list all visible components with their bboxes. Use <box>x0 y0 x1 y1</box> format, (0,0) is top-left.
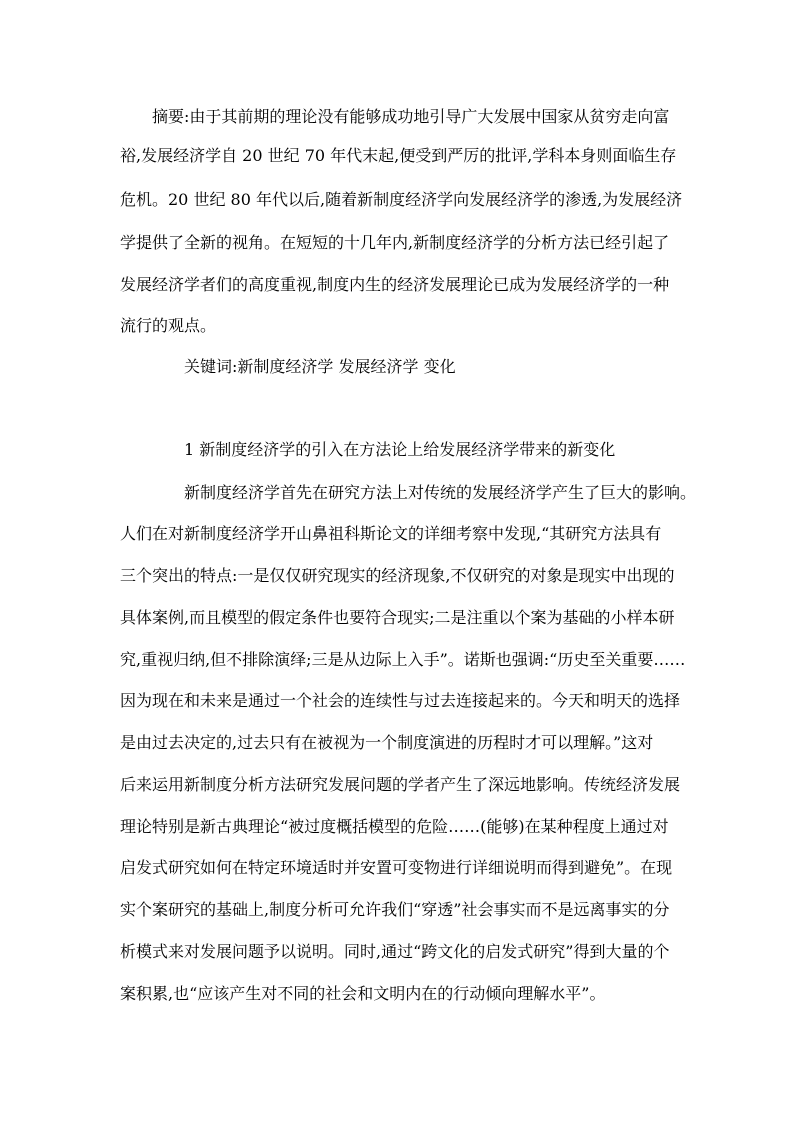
body-line: 案积累,也“应该产生对不同的社会和文明内在的行动倾向理解水平”。 <box>120 984 606 1003</box>
abstract-line: 发展经济学者们的高度重视,制度内生的经济发展理论已成为发展经济学的一种 <box>120 275 670 294</box>
abstract-line: 学提供了全新的视角。在短短的十几年内,新制度经济学的分析方法已经引起了 <box>120 233 670 252</box>
body-line: 是由过去决定的,过去只有在被视为一个制度演进的历程时才可以理解。”这对 <box>120 733 654 752</box>
body-line: 后来运用新制度分析方法研究发展问题的学者产生了深远地影响。传统经济发展 <box>120 775 681 794</box>
body-line: 人们在对新制度经济学开山鼻祖科斯论文的详细考察中发现,“其研究方法具有 <box>120 524 662 543</box>
keywords: 关键词:新制度经济学 发展经济学 变化 <box>184 357 456 376</box>
body-line: 启发式研究如何在特定环境适时并安置可变物进行详细说明而得到避免”。在现 <box>120 858 673 877</box>
abstract-line: 摘要:由于其前期的理论没有能够成功地引导广大发展中国家从贫穷走向富 <box>152 107 670 126</box>
abstract-line: 危机。20 世纪 80 年代以后,随着新制度经济学向发展经济学的渗透,为发展经济 <box>120 190 683 209</box>
body-line: 具体案例,而且模型的假定条件也要符合现实;二是注重以个案为基础的小样本研 <box>120 608 675 627</box>
body-line: 实个案研究的基础上,制度分析可允许我们“穿透”社会事实而不是远离事实的分 <box>120 900 670 919</box>
body-line: 理论特别是新古典理论“被过度概括模型的危险……(能够)在某种程度上通过对 <box>120 817 669 836</box>
abstract-line: 流行的观点。 <box>120 316 217 335</box>
section-heading: 1 新制度经济学的引入在方法论上给发展经济学带来的新变化 <box>184 440 616 459</box>
body-line: 析模式来对发展问题予以说明。同时,通过“跨文化的启发式研究”得到大量的个 <box>120 942 670 961</box>
body-line: 究,重视归纳,但不排除演绎;三是从边际上入手”。诺斯也强调:“历史至关重要…… <box>120 650 686 669</box>
body-line: 三个突出的特点:一是仅仅研究现实的经济现象,不仅研究的对象是现实中出现的 <box>120 566 675 585</box>
abstract-line: 裕,发展经济学自 20 世纪 70 年代末起,便受到严厉的批评,学科本身则面临生存 <box>120 146 677 165</box>
body-line: 因为现在和未来是通过一个社会的连续性与过去连接起来的。今天和明天的选择 <box>120 691 681 710</box>
body-line: 新制度经济学首先在研究方法上对传统的发展经济学产生了巨大的影响。 <box>184 483 697 502</box>
